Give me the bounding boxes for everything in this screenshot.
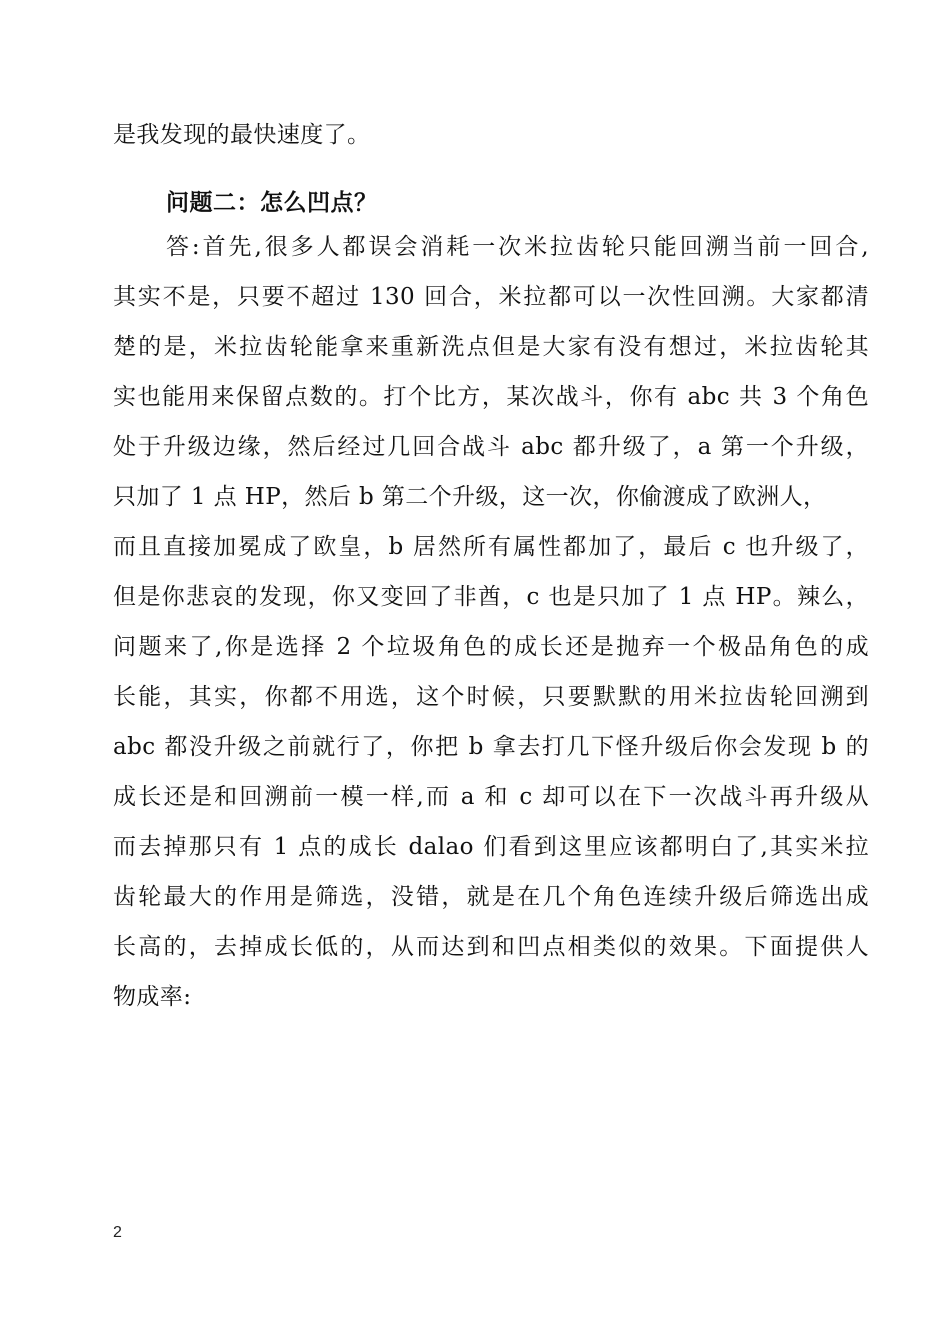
answer-line-16: 物成率: — [113, 984, 192, 1010]
answer-line-12: 成长还是和回溯前一模一样,而 a 和 c 却可以在下一次战斗再升级从 — [113, 784, 869, 810]
answer-line-7: 而且直接加冕成了欧皇，b 居然所有属性都加了，最后 c 也升级了， — [113, 534, 869, 560]
answer-line-10: 长能，其实，你都不用选，这个时候，只要默默的用米拉齿轮回溯到 — [113, 684, 869, 710]
answer-line-9: 问题来了,你是选择 2 个垃圾角色的成长还是抛弃一个极品角色的成 — [113, 634, 869, 660]
answer-line-14: 齿轮最大的作用是筛选，没错，就是在几个角色连续升级后筛选出成 — [113, 884, 869, 910]
answer-line-8: 但是你悲哀的发现，你又变回了非酋，c 也是只加了 1 点 HP。辣么， — [113, 584, 869, 610]
paragraph-continuation-line: 是我发现的最快速度了。 — [113, 122, 371, 148]
answer-line-6: 只加了 1 点 HP，然后 b 第二个升级，这一次，你偷渡成了欧洲人， — [113, 484, 827, 510]
answer-line-1: 答:首先,很多人都误会消耗一次米拉齿轮只能回溯当前一回合, — [166, 234, 869, 260]
answer-line-5: 处于升级边缘，然后经过几回合战斗 abc 都升级了，a 第一个升级， — [113, 434, 869, 460]
answer-line-4: 实也能用来保留点数的。打个比方，某次战斗，你有 abc 共 3 个角色 — [113, 384, 869, 410]
question-heading: 问题二：怎么凹点？ — [166, 190, 378, 216]
answer-line-2: 其实不是，只要不超过 130 回合，米拉都可以一次性回溯。大家都清 — [113, 284, 869, 310]
page-number: 2 — [113, 1224, 122, 1241]
answer-line-15: 长高的，去掉成长低的，从而达到和凹点相类似的效果。下面提供人 — [113, 934, 869, 960]
answer-line-11: abc 都没升级之前就行了，你把 b 拿去打几下怪升级后你会发现 b 的 — [113, 734, 869, 760]
answer-line-13: 而去掉那只有 1 点的成长 dalao 们看到这里应该都明白了,其实米拉 — [113, 834, 869, 860]
answer-line-3: 楚的是，米拉齿轮能拿来重新洗点但是大家有没有想过，米拉齿轮其 — [113, 334, 869, 360]
